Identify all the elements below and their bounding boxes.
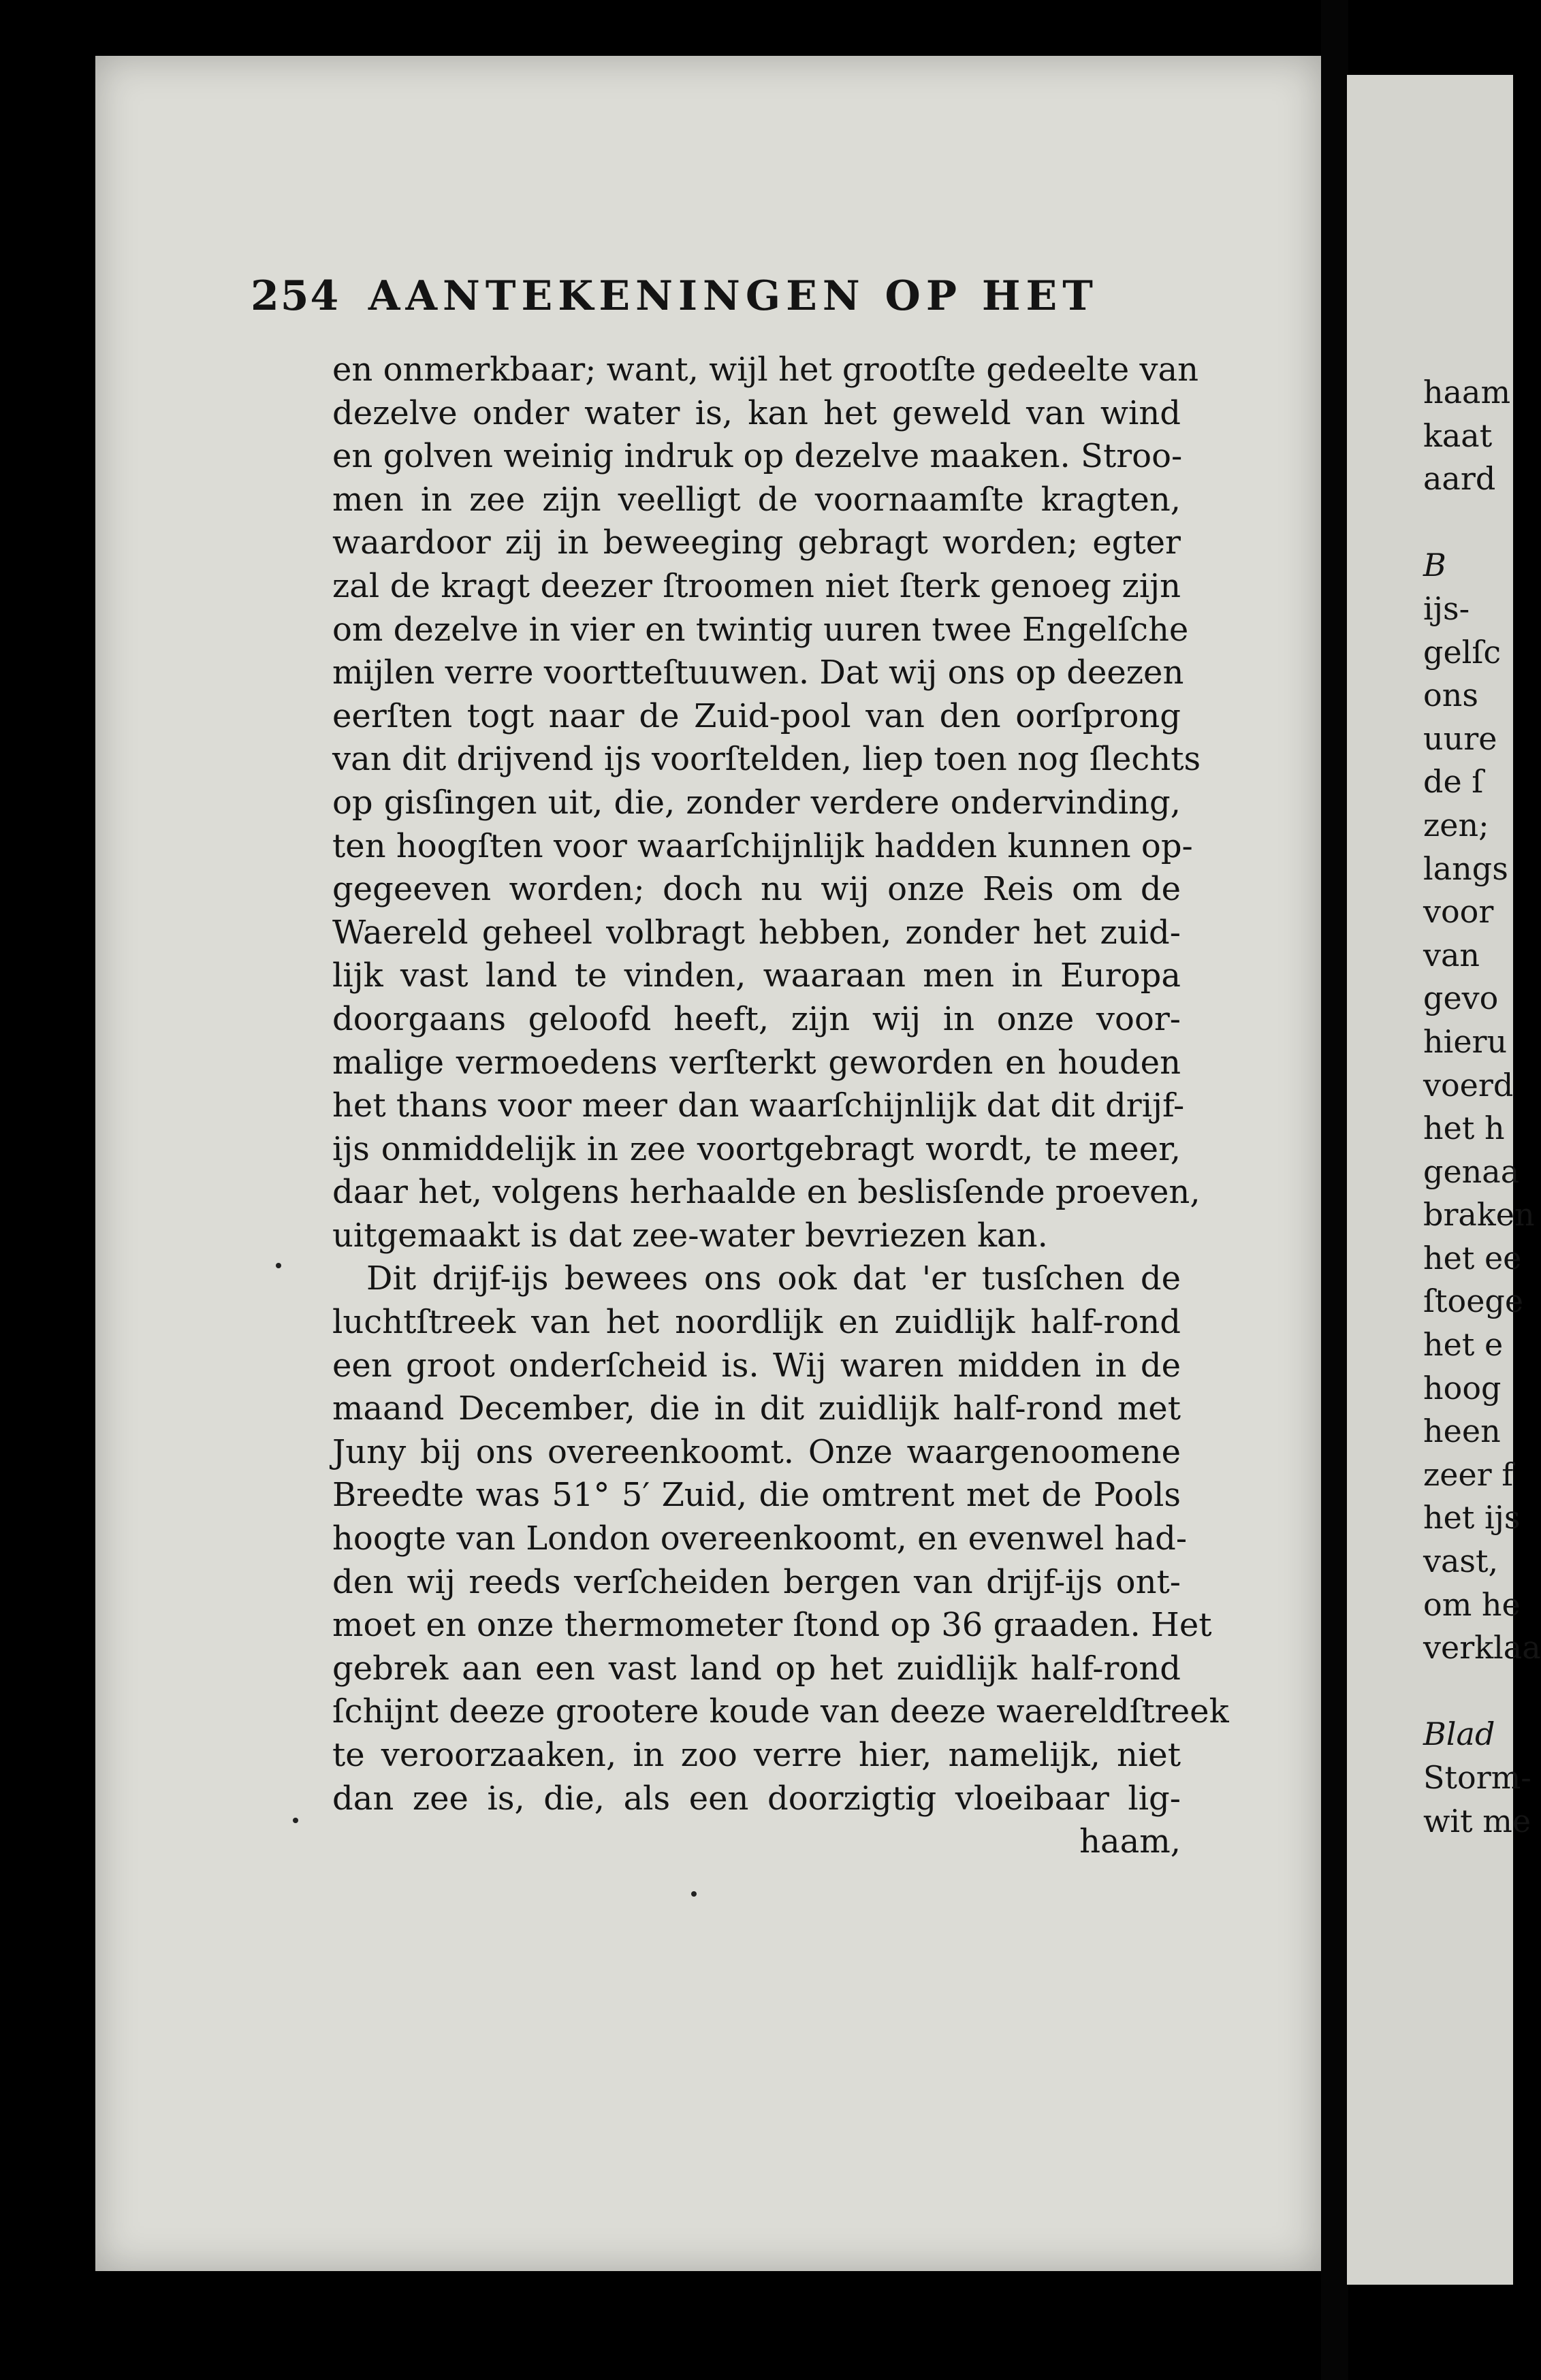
text-line: voerd [1423,1066,1514,1104]
text-line: langs [1423,850,1508,887]
text-line: ijs onmiddelijk in zee voortgebragt wordt, te meer, [332,1129,1181,1168]
text-line: ten hoogſten voor waarſchijnlijk hadden kunnen op- [332,826,1193,865]
page-number: 254 [251,272,340,320]
text-line: zeer f [1423,1456,1514,1493]
text-line: om he [1423,1586,1521,1623]
text-line: van [1423,936,1480,974]
text-line: genaa [1423,1153,1520,1190]
text-line: het h [1423,1110,1505,1147]
text-line: zal de kragt deezer ſtroomen niet ſterk genoeg zijn [332,566,1181,605]
text-line: Juny bij ons overeenkoomt. Onze waargenoomene [332,1432,1181,1471]
right-page-text [1423,371,1541,1843]
text-line: het thans voor meer dan waarſchijnlijk dat dit drijf- [332,1087,1185,1125]
text-line: en onmerkbaar; want, wijl het grootſte gedeelte van [332,351,1198,389]
text-line: de ſ [1423,763,1484,801]
text-line: malige vermoedens verſterkt geworden en houden [332,1043,1181,1082]
text-line: hoogte van London overeenkoomt, en evenwel had- [332,1519,1188,1558]
text-line: eerſten togt naar de Zuid-pool van den oorſprong [332,696,1181,735]
text-line: wit me [1423,1802,1531,1839]
ink-speck [691,1891,697,1897]
text-line: gebrek aan een vast land op het zuidlijk half-rond [332,1649,1181,1688]
text-line: mijlen verre voortteſtuuwen. Dat wij ons op deezen [332,654,1184,692]
text-line: Blad [1423,1716,1495,1753]
text-line: maand December, die in dit zuidlijk half-rond met [332,1389,1181,1428]
ink-speck [276,1263,281,1268]
text-line: waardoor zij in beweeging gebragt worden; egter [332,524,1181,562]
text-line: Storm- [1423,1759,1531,1796]
text-line: Dit drijf-ijs bewees ons ook dat 'er tusſchen de [366,1259,1181,1298]
text-line: Breedte was 51° 5′ Zuid, die omtrent met de Pools [332,1476,1181,1515]
text-line: vast, [1423,1543,1499,1580]
text-line: gelſc [1423,633,1502,671]
catchword: haam, [1079,1822,1181,1861]
text-line: ſtoege [1423,1283,1524,1320]
text-line: het e [1423,1326,1504,1364]
text-line: het ee [1423,1239,1522,1276]
book-gutter [1321,0,1348,2380]
text-line: zen; [1423,806,1489,843]
text-line: kaat [1423,417,1493,454]
text-line: hieru [1423,1023,1508,1060]
text-line [1423,501,1541,545]
text-line: den wij reeds verſcheiden bergen van drijf-ijs ont- [332,1562,1181,1601]
text-line: B [1423,547,1446,584]
text-line: gegeeven worden; doch nu wij onze Reis om de [332,870,1181,909]
running-header [251,272,1204,327]
text-line: uure [1423,720,1497,757]
text-line: een groot onderſcheid is. Wij waren midden in de [332,1346,1181,1385]
text-line: hoog [1423,1369,1502,1406]
text-line: ſchijnt deeze grootere koude van deeze waereldſtreek [332,1692,1229,1731]
text-line: voor [1423,893,1494,931]
running-title: AANTEKENINGEN OP HET [368,272,1098,320]
text-line: dezelve onder water is, kan het geweld van wind [332,393,1181,432]
text-line: men in zee zijn veelligt de voornaamſte kragten, [332,480,1181,519]
text-line: ons [1423,677,1478,714]
text-line: daar het, volgens herhaalde en beslisſende proeven, [332,1173,1201,1212]
text-line: op gisſingen uit, die, zonder verdere ondervinding, [332,783,1181,822]
text-line: uitgemaakt is dat zee-water bevriezen kan. [332,1216,1048,1255]
text-line [1423,1670,1541,1714]
text-line: dan zee is, die, als een doorzigtig vloeibaar lig- [332,1779,1181,1818]
text-line: lijk vast land te vinden, waaraan men in Europa [332,956,1181,995]
text-line: van dit drijvend ijs voorſtelden, liep toen nog ſlechts [332,740,1201,779]
text-line: haam [1423,374,1511,411]
text-line: gevo [1423,980,1499,1017]
text-line: luchtſtreek van het noordlijk en zuidlijk half-rond [332,1303,1181,1342]
text-line: om dezelve in vier en twintig uuren twee Engelſche [332,610,1189,649]
text-line: doorgaans geloofd heeft, zijn wij in onze voor- [332,999,1181,1038]
text-line: het ijs [1423,1499,1521,1537]
text-line: heen [1423,1413,1501,1450]
ink-speck [293,1818,298,1823]
text-line: en golven weinig indruk op dezelve maaken. Stroo- [332,437,1183,476]
text-line: braken [1423,1196,1535,1234]
text-line: moet en onze thermometer ſtond op 36 graaden. Het [332,1606,1212,1645]
text-line: verklaa [1423,1629,1541,1667]
text-line: ijs- [1423,590,1470,627]
text-line: te veroorzaaken, in zoo verre hier, namelijk, niet [332,1736,1181,1774]
text-line: Waereld geheel volbragt hebben, zonder het zuid- [332,913,1181,952]
text-line: aard [1423,460,1496,498]
body-text [332,349,1229,1864]
